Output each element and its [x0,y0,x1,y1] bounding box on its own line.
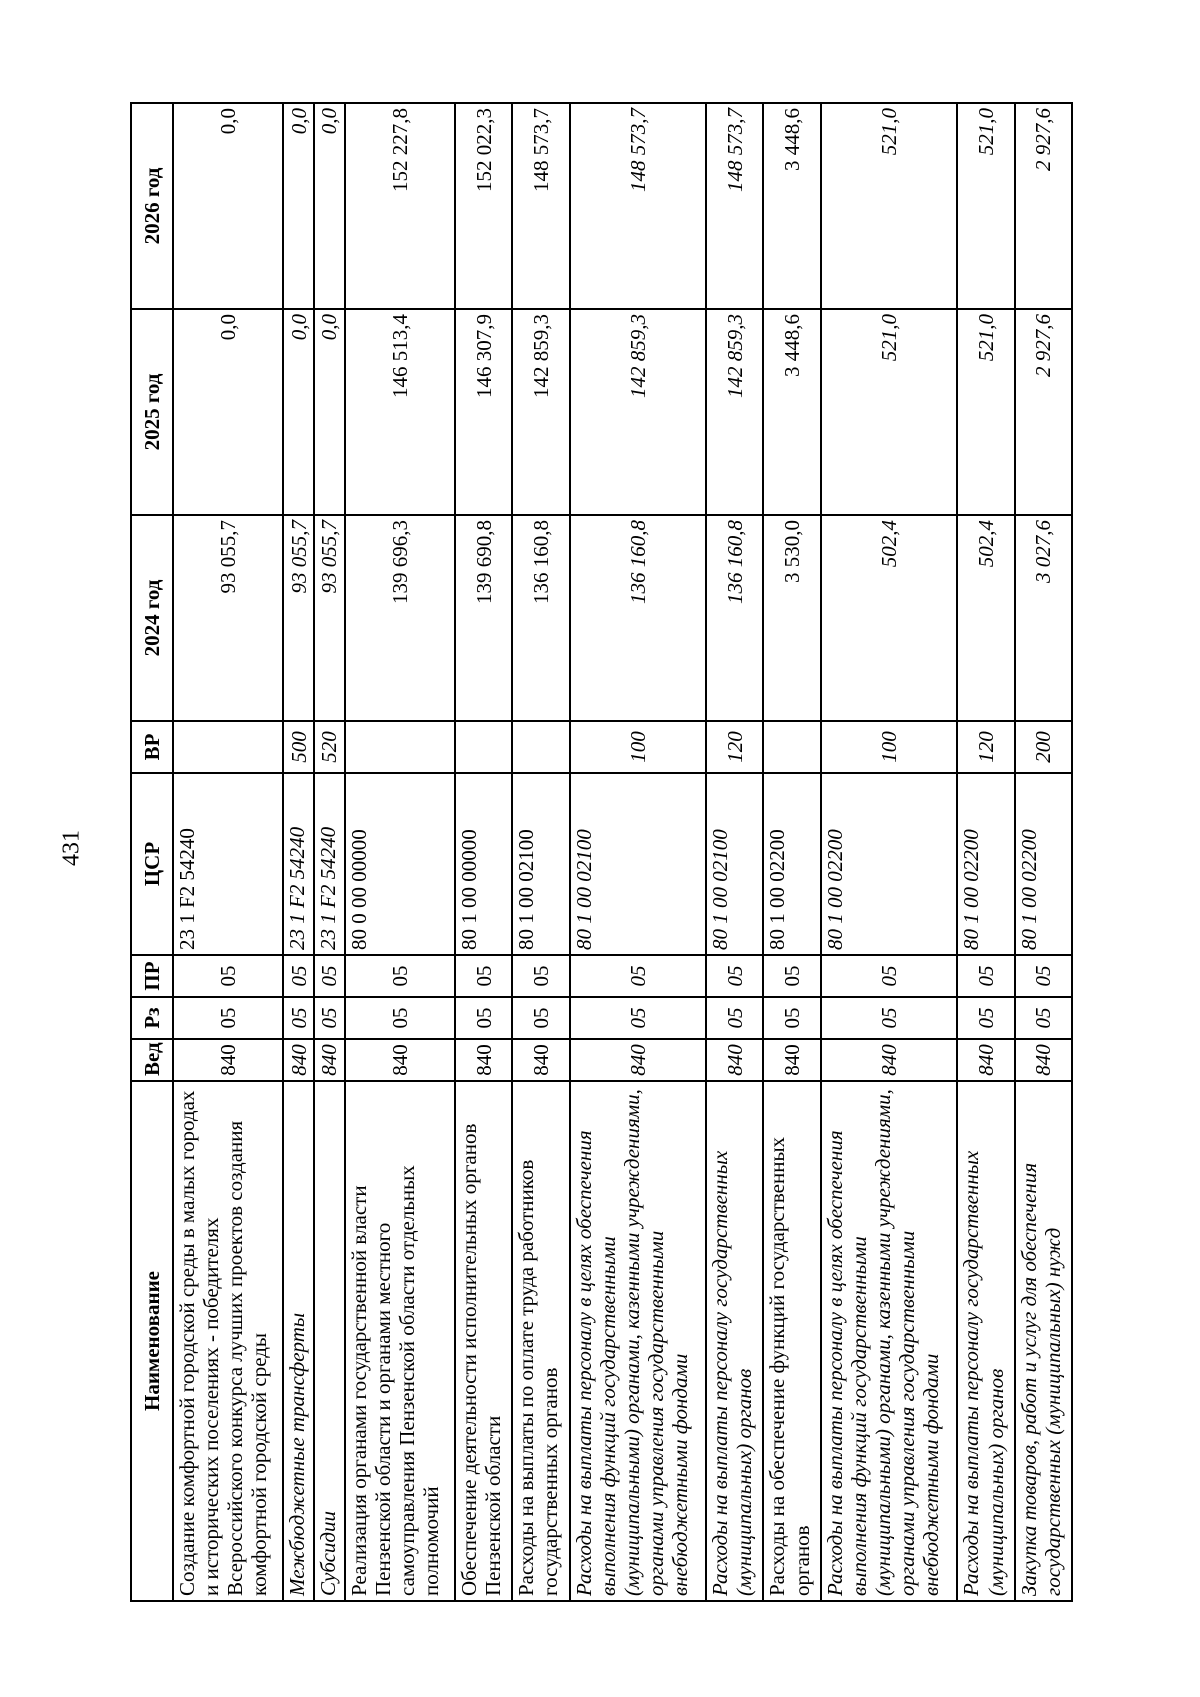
cell-rz: 05 [314,997,345,1039]
cell-y2025: 0,0 [283,309,314,515]
cell-y2025: 3 448,6 [763,309,820,515]
cell-y2025: 142 859,3 [570,309,707,515]
cell-y2024: 3 027,6 [1015,515,1072,721]
header-2025: 2025 год [131,309,173,515]
cell-name: Субсидии [314,1081,345,1601]
cell-pr: 05 [345,955,455,997]
cell-name: Расходы на выплаты по оплате труда работников государственных органов [512,1081,569,1601]
cell-y2025: 521,0 [821,309,958,515]
table-row [957,103,1014,1601]
cell-rz: 05 [763,997,820,1039]
budget-table [130,102,1073,1602]
table-row [283,103,314,1601]
table-row [345,103,455,1601]
cell-y2024: 139 696,3 [345,515,455,721]
cell-rz: 05 [957,997,1014,1039]
cell-rz: 05 [821,997,958,1039]
cell-rz: 05 [706,997,763,1039]
cell-y2026: 148 573,7 [706,103,763,309]
cell-ved: 840 [1015,1039,1072,1081]
cell-csr: 80 0 00 00000 [345,773,455,955]
cell-ved: 840 [314,1039,345,1081]
cell-rz: 05 [1015,997,1072,1039]
table-row [763,103,820,1601]
cell-pr: 05 [821,955,958,997]
cell-pr: 05 [173,955,283,997]
cell-y2025: 142 859,3 [706,309,763,515]
cell-csr: 23 1 F2 54240 [173,773,283,955]
cell-rz: 05 [173,997,283,1039]
cell-vr [455,721,512,773]
cell-pr: 05 [283,955,314,997]
cell-y2024: 136 160,8 [512,515,569,721]
cell-ved: 840 [570,1039,707,1081]
cell-name: Расходы на обеспечение функций государственных органов [763,1081,820,1601]
table-row [173,103,283,1601]
table-body [173,103,1072,1601]
cell-pr: 05 [570,955,707,997]
cell-vr [345,721,455,773]
header-pr: ПР [131,955,173,997]
cell-ved: 840 [283,1039,314,1081]
cell-csr: 80 1 00 00000 [455,773,512,955]
cell-y2026: 3 448,6 [763,103,820,309]
header-csr: ЦСР [131,773,173,955]
cell-y2024: 136 160,8 [570,515,707,721]
table-row [706,103,763,1601]
cell-csr: 80 1 00 02200 [821,773,958,955]
cell-csr: 80 1 00 02100 [512,773,569,955]
cell-y2024: 502,4 [821,515,958,721]
cell-rz: 05 [283,997,314,1039]
cell-y2024: 93 055,7 [314,515,345,721]
cell-y2026: 152 022,3 [455,103,512,309]
cell-y2025: 521,0 [957,309,1014,515]
cell-y2025: 0,0 [314,309,345,515]
cell-rz: 05 [455,997,512,1039]
cell-rz: 05 [345,997,455,1039]
cell-ved: 840 [706,1039,763,1081]
cell-name: Создание комфортной городской среды в малых городах и исторических поселениях - победителях Всероссийского конкурса лучших проектов создания комфортной городской среды [173,1081,283,1601]
page-number: 431 [58,830,85,866]
cell-name: Расходы на выплаты персоналу государственных (муниципальных) органов [957,1081,1014,1601]
cell-name: Реализация органами государственной власти Пензенской области и органами местного самоуправления Пензенской области отдельных полномочий [345,1081,455,1601]
cell-y2024: 93 055,7 [173,515,283,721]
cell-y2026: 0,0 [173,103,283,309]
header-name: Наименование [131,1081,173,1601]
header-2024: 2024 год [131,515,173,721]
cell-y2026: 521,0 [957,103,1014,309]
cell-y2025: 142 859,3 [512,309,569,515]
cell-y2024: 3 530,0 [763,515,820,721]
cell-vr [512,721,569,773]
cell-rz: 05 [570,997,707,1039]
cell-vr [173,721,283,773]
cell-vr: 120 [957,721,1014,773]
cell-pr: 05 [314,955,345,997]
cell-pr: 05 [455,955,512,997]
cell-y2025: 146 307,9 [455,309,512,515]
cell-vr: 100 [821,721,958,773]
table-row [512,103,569,1601]
header-vr: ВР [131,721,173,773]
cell-name: Расходы на выплаты персоналу в целях обеспечения выполнения функций государственными (муниципальными) органами, казенными учреждениями, органами управления государственными внебюджетными фондами [821,1081,958,1601]
cell-vr: 120 [706,721,763,773]
cell-y2026: 2 927,6 [1015,103,1072,309]
cell-vr: 500 [283,721,314,773]
cell-csr: 80 1 00 02200 [1015,773,1072,955]
cell-y2026: 148 573,7 [512,103,569,309]
header-ved: Вед [131,1039,173,1081]
cell-pr: 05 [763,955,820,997]
cell-csr: 23 1 F2 54240 [314,773,345,955]
cell-ved: 840 [821,1039,958,1081]
cell-y2026: 0,0 [314,103,345,309]
cell-y2024: 93 055,7 [283,515,314,721]
cell-ved: 840 [763,1039,820,1081]
cell-vr: 100 [570,721,707,773]
header-2026: 2026 год [131,103,173,309]
table-row [821,103,958,1601]
cell-name: Обеспечение деятельности исполнительных органов Пензенской области [455,1081,512,1601]
cell-ved: 840 [957,1039,1014,1081]
cell-pr: 05 [957,955,1014,997]
cell-pr: 05 [512,955,569,997]
cell-y2026: 521,0 [821,103,958,309]
cell-y2026: 0,0 [283,103,314,309]
table-row [570,103,707,1601]
cell-name: Расходы на выплаты персоналу в целях обеспечения выполнения функций государственными (муниципальными) органами, казенными учреждениями, органами управления государственными внебюджетными фондами [570,1081,707,1601]
cell-rz: 05 [512,997,569,1039]
cell-y2025: 0,0 [173,309,283,515]
cell-y2024: 502,4 [957,515,1014,721]
cell-y2024: 136 160,8 [706,515,763,721]
cell-csr: 80 1 00 02200 [763,773,820,955]
cell-name: Межбюджетные трансферты [283,1081,314,1601]
cell-vr: 520 [314,721,345,773]
cell-ved: 840 [512,1039,569,1081]
cell-y2026: 152 227,8 [345,103,455,309]
header-rz: Рз [131,997,173,1039]
cell-y2025: 146 513,4 [345,309,455,515]
cell-vr: 200 [1015,721,1072,773]
table-header-row [131,103,173,1601]
cell-ved: 840 [455,1039,512,1081]
cell-vr [763,721,820,773]
table-row [314,103,345,1601]
cell-ved: 840 [173,1039,283,1081]
cell-csr: 23 1 F2 54240 [283,773,314,955]
cell-y2024: 139 690,8 [455,515,512,721]
cell-csr: 80 1 00 02100 [706,773,763,955]
cell-y2025: 2 927,6 [1015,309,1072,515]
cell-pr: 05 [706,955,763,997]
cell-csr: 80 1 00 02100 [570,773,707,955]
table-row [455,103,512,1601]
cell-csr: 80 1 00 02200 [957,773,1014,955]
table-row [1015,103,1072,1601]
cell-pr: 05 [1015,955,1072,997]
cell-y2026: 148 573,7 [570,103,707,309]
cell-name: Расходы на выплаты персоналу государственных (муниципальных) органов [706,1081,763,1601]
cell-ved: 840 [345,1039,455,1081]
rotated-table-wrapper [130,102,1073,1602]
cell-name: Закупка товаров, работ и услуг для обеспечения государственных (муниципальных) нужд [1015,1081,1072,1601]
